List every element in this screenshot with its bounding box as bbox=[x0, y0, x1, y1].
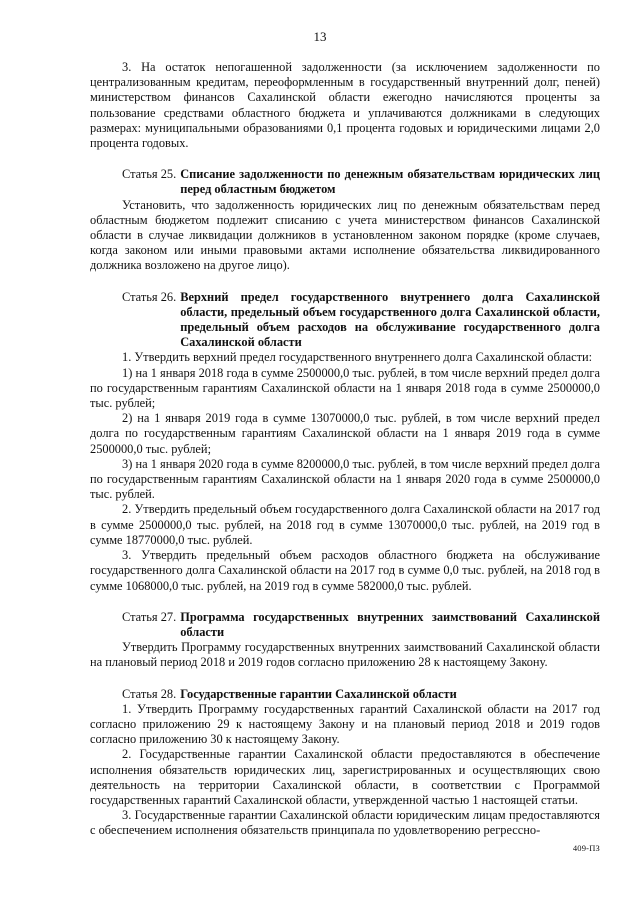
article-26-item-1: 1) на 1 января 2018 года в сумме 2500000,0 тыс. рублей, в том числе верхний предел долга по государственным гарантиям Сахалинской области на 1 января 2018 года в сумме 2500000,0 тыс. рублей; bbox=[90, 365, 600, 411]
article-25-label: Статья 25. bbox=[122, 167, 177, 182]
article-27-heading bbox=[90, 610, 600, 640]
article-26-item-3: 3) на 1 января 2020 года в сумме 8200000,0 тыс. рублей, в том числе верхний предел долга по государственным гарантиям Сахалинской области на 1 января 2020 года в сумме 2500000,0 тыс. рублей. bbox=[90, 456, 600, 502]
article-28-label: Статья 28. bbox=[122, 686, 177, 701]
article-26-title: Верхний предел государственного внутреннего долга Сахалинской области, предельный объем государственного долга Сахалинской области, предельный объем расходов на обслуживание государственного долга Сахалинской области bbox=[180, 289, 600, 350]
article-28-title: Государственные гарантии Сахалинской области bbox=[180, 686, 457, 701]
article-28-paragraph-2: 2. Государственные гарантии Сахалинской области предоставляются в обеспечение исполнения обязательств юридических лиц, зарегистрированных и осуществляющих свою деятельность на территории Сахалинской области, в соответствии с Программой государственных гарантий Сахалинской области, утвержденной частью 1 настоящей статьи. bbox=[90, 747, 600, 807]
article-26-paragraph-1: 1. Утвердить верхний предел государственного внутреннего долга Сахалинской области: bbox=[122, 350, 593, 365]
article-28-paragraph-1: 1. Утвердить Программу государственных гарантий Сахалинской области на 2017 год согласно приложению 29 к настоящему Закону и на плановый период 2018 и 2019 годов согласно приложению 30 к настоящему Закону. bbox=[90, 701, 600, 747]
article-25-paragraph-1: Установить, что задолженность юридических лиц по денежным обязательствам перед областным бюджетом подлежит списанию с учета министерством финансов Сахалинской области в случае ликвидации должников в установленном законом порядке (кроме случаев, когда законом или иными правовыми актами исполнение обязательства ликвидированного должника возложено на другое лицо). bbox=[90, 197, 600, 273]
article-27-paragraph-1: Утвердить Программу государственных внутренних заимствований Сахалинской области на плановый период 2018 и 2019 годов согласно приложению 28 к настоящему Закону. bbox=[90, 640, 600, 670]
article-26-label: Статья 26. bbox=[122, 289, 177, 304]
document-body bbox=[90, 60, 600, 839]
article-28-heading bbox=[90, 687, 600, 702]
article-26-paragraph-2: 2. Утвердить предельный объем государственного долга Сахалинской области на 2017 год в сумме 2500000,0 тыс. рублей, на 2018 год в сумме 13070000,0 тыс. рублей, на 2019 год в сумме 18770000,0 тыс. рублей. bbox=[90, 502, 600, 547]
document-code: 409-ПЗ bbox=[572, 843, 600, 853]
article-26-heading bbox=[90, 290, 600, 351]
article-25-heading bbox=[90, 167, 600, 197]
article-28-paragraph-3: 3. Государственные гарантии Сахалинской области юридическим лицам предоставляются с обеспечением исполнения обязательств принципала по удовлетворению регрессно- bbox=[90, 808, 600, 838]
article-26-paragraph-3: 3. Утвердить предельный объем расходов областного бюджета на обслуживание государственного долга Сахалинской области на 2017 год в сумме 0,0 тыс. рублей, на 2018 год в сумме 1068000,0 тыс. рублей, на 2019 год в сумме 582000,0 тыс. рублей. bbox=[90, 548, 600, 593]
paragraph-interest: 3. На остаток непогашенной задолженности (за исключением задолженности по централизованным кредитам, переоформленным в государственный внутренний долг, пеней) министерством финансов Сахалинской области ежегодно начисляются проценты за пользование средствами областного бюджета и уплачиваются должниками в следующих размерах: муниципальными образованиями 0,1 процента годовых и юридическими лицами 2,0 процента годовых. bbox=[90, 60, 600, 151]
article-26-item-2: 2) на 1 января 2019 года в сумме 13070000,0 тыс. рублей, в том числе верхний предел долга по государственным гарантиям Сахалинской области на 1 января 2019 года в сумме 2500000,0 тыс. рублей; bbox=[90, 411, 600, 456]
article-27-label: Статья 27. bbox=[122, 609, 177, 624]
article-25-title: Списание задолженности по денежным обязательствам юридических лиц перед областным бюджетом bbox=[180, 167, 600, 197]
article-27-title: Программа государственных внутренних заимствований Сахалинской области bbox=[180, 609, 600, 639]
page-number: 13 bbox=[313, 29, 327, 44]
